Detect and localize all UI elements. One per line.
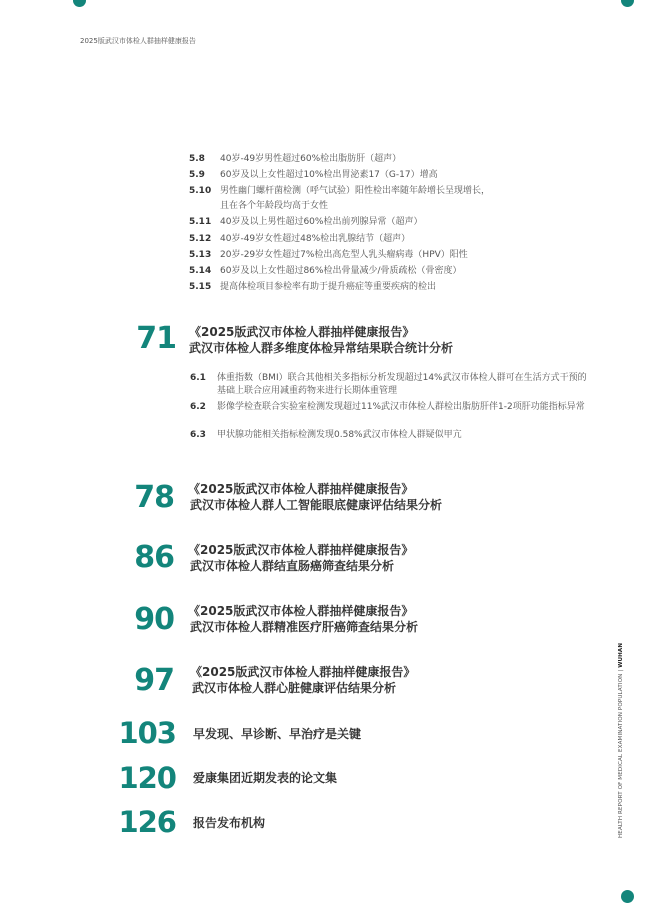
toc-subitem-text: 男性幽门螺杆菌检测（呼气试验）阳性检出率随年龄增长呈现增长， — [220, 186, 491, 196]
corner-dot-top-right — [621, 0, 634, 7]
toc-subitem-text: 60岁及以上女性超过10%检出胃泌素17（G-17）增高 — [220, 170, 438, 180]
chapter-title[interactable]: 早发现、早诊断、早治疗是关键 — [193, 727, 362, 741]
chapter-title[interactable]: 爱康集团近期发表的论文集 — [193, 771, 338, 785]
chapter-title-line1[interactable]: 《2025版武汉市体检人群抽样健康报告》 — [189, 325, 415, 339]
toc-subitem-number: 5.11 — [189, 217, 212, 227]
chapter-page-number[interactable]: 120 — [118, 761, 176, 795]
side-vertical-text: HEALTH REPORT OF MEDICAL EXAMINATION POPULATION | WUHAN — [618, 642, 624, 838]
side-text-main: HEALTH REPORT OF MEDICAL EXAMINATION POPULATION — [618, 673, 624, 838]
chapter-title[interactable]: 报告发布机构 — [193, 816, 266, 830]
chapter-page-number[interactable]: 126 — [118, 805, 176, 839]
toc-subitem-text: 40岁-49岁男性超过60%检出脂肪肝（超声） — [220, 154, 402, 164]
toc-subitem-text: 40岁-49岁女性超过48%检出乳腺结节（超声） — [220, 234, 411, 244]
toc-subitem-number: 5.10 — [189, 186, 212, 196]
chapter-page-number[interactable]: 97 — [134, 663, 174, 698]
toc-subitem-number: 6.1 — [190, 373, 206, 383]
toc-subitem-number: 5.15 — [189, 282, 212, 292]
toc-subitem-number: 5.8 — [189, 154, 205, 164]
toc-subitem-text: 体重指数（BMI）联合其他相关多指标分析发现超过14%武汉市体检人群可在生活方式干预的基础上联合应用减重药物来进行长期体重管理 — [217, 373, 587, 396]
corner-dot-top-left — [73, 0, 86, 7]
toc-subitem-text-line2: 且在各个年龄段均高于女性 — [220, 201, 329, 211]
toc-subitem-number: 5.14 — [189, 266, 212, 276]
corner-dot-bottom-right — [621, 890, 634, 903]
chapter-title-line1[interactable]: 《2025版武汉市体检人群抽样健康报告》 — [190, 665, 416, 679]
toc-subitem-number: 6.3 — [190, 430, 206, 440]
toc-subitem-number: 5.13 — [189, 250, 212, 260]
toc-subitem-text: 甲状腺功能相关指标检测发现0.58%武汉市体检人群疑似甲亢 — [217, 430, 462, 440]
chapter-title-line2[interactable]: 武汉市体检人群结直肠癌筛查结果分析 — [190, 559, 395, 573]
toc-subitem-text: 影像学检查联合实验室检测发现超过11%武汉市体检人群检出脂肪肝伴1-2项肝功能指标异常 — [217, 402, 585, 412]
chapter-title-line1[interactable]: 《2025版武汉市体检人群抽样健康报告》 — [188, 604, 414, 618]
chapter-title-line2[interactable]: 武汉市体检人群多维度体检异常结果联合统计分析 — [189, 341, 454, 355]
chapter-page-number[interactable]: 71 — [136, 321, 176, 356]
chapter-page-number[interactable]: 90 — [134, 602, 174, 637]
side-text-bold: WUHAN — [618, 642, 624, 668]
toc-subitem-text: 60岁及以上女性超过86%检出骨量减少/骨质疏松（骨密度） — [220, 266, 462, 276]
toc-subitem-number: 5.9 — [189, 170, 205, 180]
toc-subitem-number: 5.12 — [189, 234, 212, 244]
chapter-title-line2[interactable]: 武汉市体检人群心脏健康评估结果分析 — [192, 681, 397, 695]
chapter-page-number[interactable]: 103 — [118, 716, 176, 750]
running-header: 2025版武汉市体检人群抽样健康报告 — [80, 37, 196, 45]
toc-subitem-number: 6.2 — [190, 402, 206, 412]
chapter-title-line2[interactable]: 武汉市体检人群精准医疗肝癌筛查结果分析 — [190, 620, 419, 634]
toc-subitem-text: 20岁-29岁女性超过7%检出高危型人乳头瘤病毒（HPV）阳性 — [220, 250, 468, 260]
chapter-title-line1[interactable]: 《2025版武汉市体检人群抽样健康报告》 — [188, 482, 414, 496]
toc-subitem-text: 40岁及以上男性超过60%检出前列腺异常（超声） — [220, 217, 423, 227]
chapter-page-number[interactable]: 78 — [134, 480, 174, 515]
chapter-page-number[interactable]: 86 — [134, 540, 174, 575]
chapter-title-line1[interactable]: 《2025版武汉市体检人群抽样健康报告》 — [188, 543, 414, 557]
chapter-title-line2[interactable]: 武汉市体检人群人工智能眼底健康评估结果分析 — [190, 498, 443, 512]
toc-subitem-text: 提高体检项目参检率有助于提升癌症等重要疾病的检出 — [220, 282, 437, 292]
